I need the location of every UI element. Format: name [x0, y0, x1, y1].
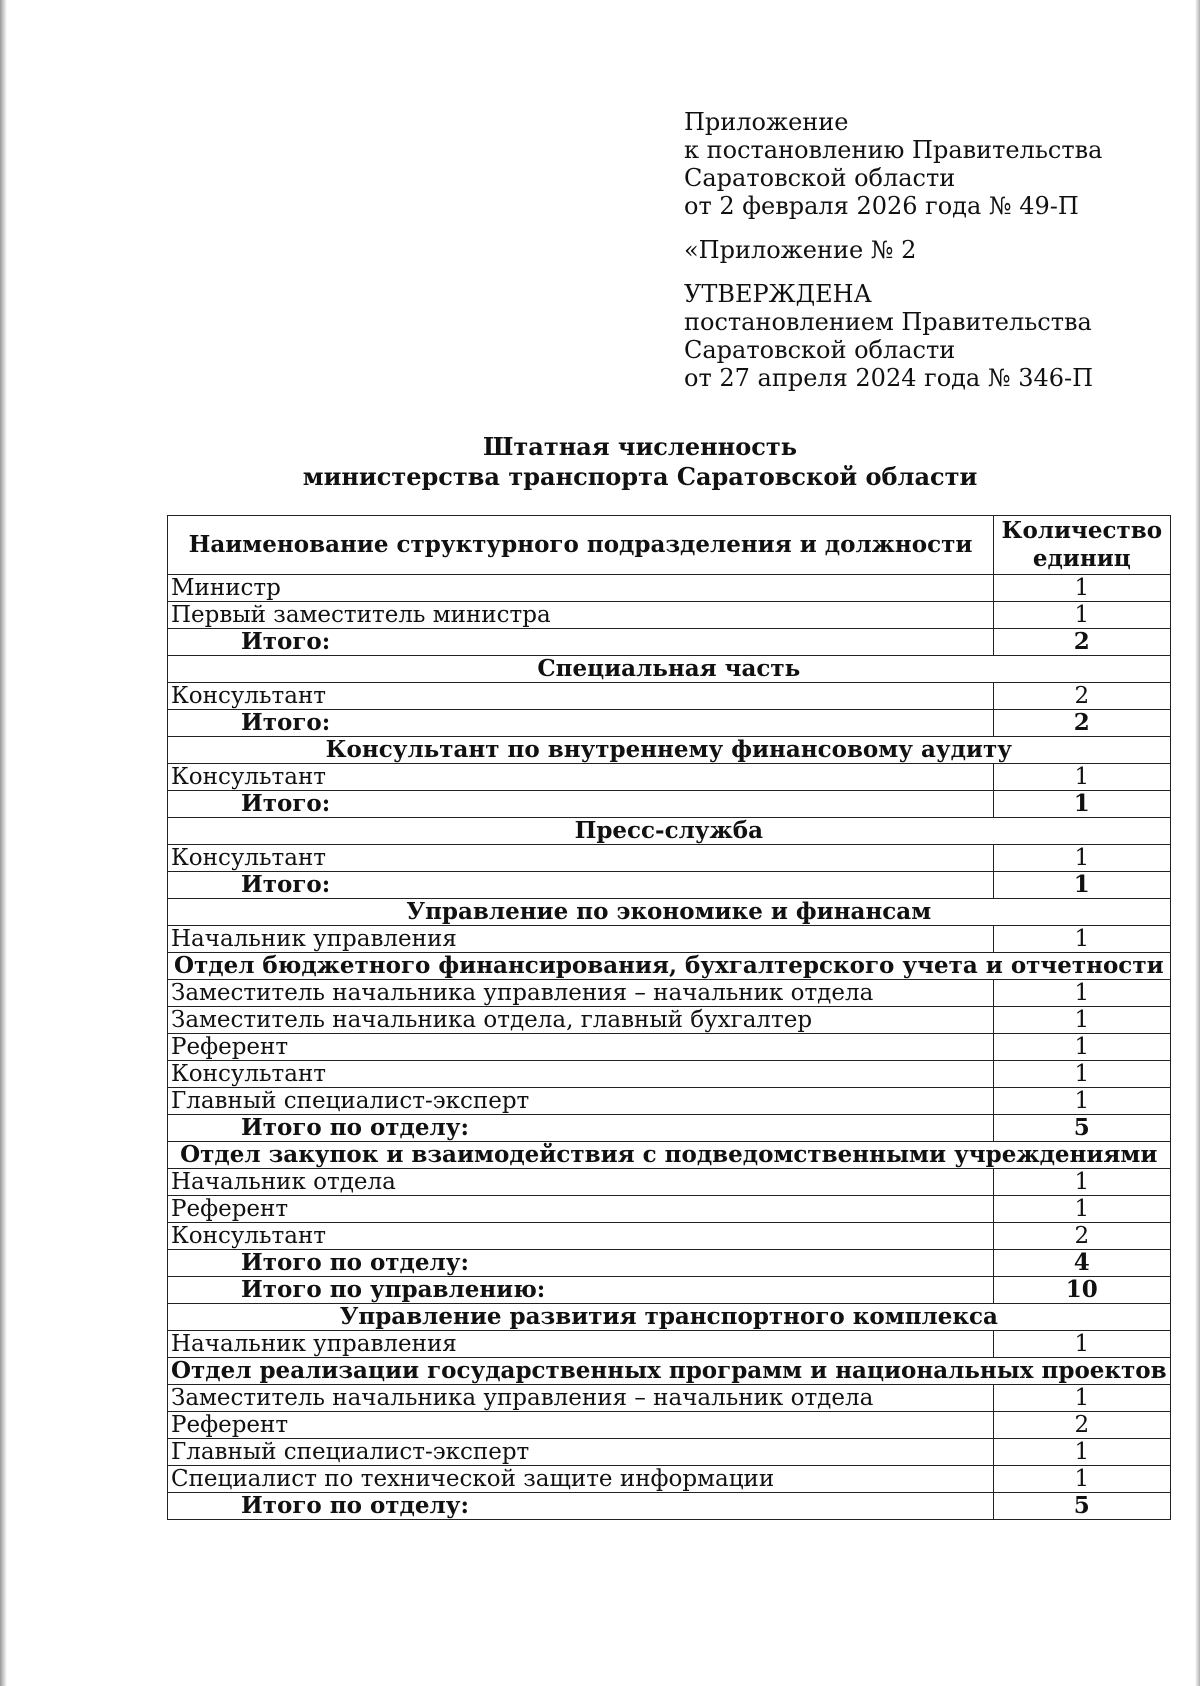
- table-body: [168, 575, 1171, 1520]
- total-row: [168, 872, 1171, 899]
- position-name: Главный специалист-эксперт: [168, 1088, 994, 1115]
- position-name: Референт: [168, 1034, 994, 1061]
- total-qty: 5: [994, 1493, 1171, 1520]
- total-qty: 2: [994, 710, 1171, 737]
- staffing-table: [167, 515, 1171, 1520]
- position-name: Начальник управления: [168, 926, 994, 953]
- position-name: Референт: [168, 1196, 994, 1223]
- header-line: от 27 апреля 2024 года № 346-П: [684, 364, 1094, 392]
- approval-header: [684, 108, 1164, 392]
- total-row: [168, 629, 1171, 656]
- section-row: [168, 737, 1171, 764]
- position-name: Референт: [168, 1412, 994, 1439]
- total-row: [168, 1250, 1171, 1277]
- total-label: Итого:: [168, 791, 994, 818]
- position-qty: 1: [994, 1385, 1171, 1412]
- document-title: [168, 432, 1112, 492]
- position-name: Министр: [168, 575, 994, 602]
- section-title: Отдел бюджетного финансирования, бухгалтерского учета и отчетности: [168, 953, 1171, 980]
- position-qty: 1: [994, 602, 1171, 629]
- table-row: [168, 1007, 1171, 1034]
- total-label: Итого по отделу:: [168, 1250, 994, 1277]
- position-name: Консультант: [168, 845, 994, 872]
- header-line: постановлением Правительства: [684, 308, 1092, 336]
- position-name: Консультант: [168, 1061, 994, 1088]
- table-header-row: [168, 516, 1171, 575]
- section-title: Отдел закупок и взаимодействия с подведомственными учреждениями: [168, 1142, 1171, 1169]
- position-name: Заместитель начальника управления – начальник отдела: [168, 1385, 994, 1412]
- section-row: [168, 1304, 1171, 1331]
- position-name: Начальник управления: [168, 1331, 994, 1358]
- position-qty: 1: [994, 1439, 1171, 1466]
- title-line-1: Штатная численность: [482, 432, 797, 461]
- position-qty: 1: [994, 575, 1171, 602]
- position-qty: 1: [994, 1088, 1171, 1115]
- table-row: [168, 1034, 1171, 1061]
- section-row: [168, 656, 1171, 683]
- position-name: Консультант: [168, 1223, 994, 1250]
- position-name: Консультант: [168, 683, 994, 710]
- position-qty: 1: [994, 1169, 1171, 1196]
- position-qty: 1: [994, 764, 1171, 791]
- table-row: [168, 926, 1171, 953]
- table-row: [168, 1196, 1171, 1223]
- total-label: Итого:: [168, 629, 994, 656]
- table-row: [168, 1412, 1171, 1439]
- total-row: [168, 791, 1171, 818]
- header-line: «Приложение № 2: [684, 236, 917, 264]
- total-row: [168, 1493, 1171, 1520]
- section-row: [168, 818, 1171, 845]
- position-qty: 1: [994, 1196, 1171, 1223]
- position-qty: 1: [994, 926, 1171, 953]
- position-name: Начальник отдела: [168, 1169, 994, 1196]
- position-qty: 2: [994, 683, 1171, 710]
- header-line: Саратовской области: [684, 336, 956, 364]
- section-title: Управление по экономике и финансам: [168, 899, 1171, 926]
- header-qty: Количество единиц: [994, 516, 1171, 575]
- table-row: [168, 575, 1171, 602]
- total-qty: 5: [994, 1115, 1171, 1142]
- total-qty: 2: [994, 629, 1171, 656]
- header-line: Приложение: [684, 108, 849, 136]
- position-qty: 1: [994, 1466, 1171, 1493]
- section-title: Отдел реализации государственных программ и национальных проектов: [168, 1358, 1171, 1385]
- header-line: УТВЕРЖДЕНА: [684, 280, 872, 308]
- total-label: Итого:: [168, 710, 994, 737]
- total-qty: 1: [994, 791, 1171, 818]
- section-title: Пресс-служба: [168, 818, 1171, 845]
- total-row: [168, 1115, 1171, 1142]
- section-title: Управление развития транспортного комплекса: [168, 1304, 1171, 1331]
- table-row: [168, 1169, 1171, 1196]
- table-row: [168, 1439, 1171, 1466]
- header-gap: [684, 264, 1164, 280]
- header-line: от 2 февраля 2026 года № 49-П: [684, 192, 1079, 220]
- table-row: [168, 683, 1171, 710]
- table-row: [168, 602, 1171, 629]
- position-qty: 1: [994, 980, 1171, 1007]
- position-qty: 1: [994, 1007, 1171, 1034]
- total-qty: 10: [994, 1277, 1171, 1304]
- position-qty: 2: [994, 1223, 1171, 1250]
- position-name: Первый заместитель министра: [168, 602, 994, 629]
- table-row: [168, 845, 1171, 872]
- total-label: Итого:: [168, 872, 994, 899]
- table-row: [168, 1223, 1171, 1250]
- position-name: Специалист по технической защите информации: [168, 1466, 994, 1493]
- section-row: [168, 899, 1171, 926]
- table-row: [168, 1385, 1171, 1412]
- position-name: Главный специалист-эксперт: [168, 1439, 994, 1466]
- table-row: [168, 1088, 1171, 1115]
- position-qty: 1: [994, 845, 1171, 872]
- position-qty: 2: [994, 1412, 1171, 1439]
- total-qty: 1: [994, 872, 1171, 899]
- section-row: [168, 1358, 1171, 1385]
- header-line: Саратовской области: [684, 164, 956, 192]
- page-edge-left: [0, 0, 7, 1686]
- section-row: [168, 1142, 1171, 1169]
- header-line: к постановлению Правительства: [684, 136, 1103, 164]
- table-row: [168, 1466, 1171, 1493]
- section-title: Специальная часть: [168, 656, 1171, 683]
- page-edge-right: [1195, 0, 1200, 1686]
- table-row: [168, 764, 1171, 791]
- header-name: Наименование структурного подразделения и должности: [168, 516, 994, 575]
- header-gap: [684, 220, 1164, 236]
- position-name: Консультант: [168, 764, 994, 791]
- position-qty: 1: [994, 1061, 1171, 1088]
- position-qty: 1: [994, 1034, 1171, 1061]
- total-row: [168, 1277, 1171, 1304]
- total-label: Итого по управлению:: [168, 1277, 994, 1304]
- total-label: Итого по отделу:: [168, 1493, 994, 1520]
- title-line-2: министерства транспорта Саратовской области: [302, 462, 978, 491]
- table-row: [168, 980, 1171, 1007]
- total-label: Итого по отделу:: [168, 1115, 994, 1142]
- section-title: Консультант по внутреннему финансовому аудиту: [168, 737, 1171, 764]
- table-row: [168, 1061, 1171, 1088]
- table-row: [168, 1331, 1171, 1358]
- total-row: [168, 710, 1171, 737]
- total-qty: 4: [994, 1250, 1171, 1277]
- position-qty: 1: [994, 1331, 1171, 1358]
- position-name: Заместитель начальника отдела, главный бухгалтер: [168, 1007, 994, 1034]
- section-row: [168, 953, 1171, 980]
- position-name: Заместитель начальника управления – начальник отдела: [168, 980, 994, 1007]
